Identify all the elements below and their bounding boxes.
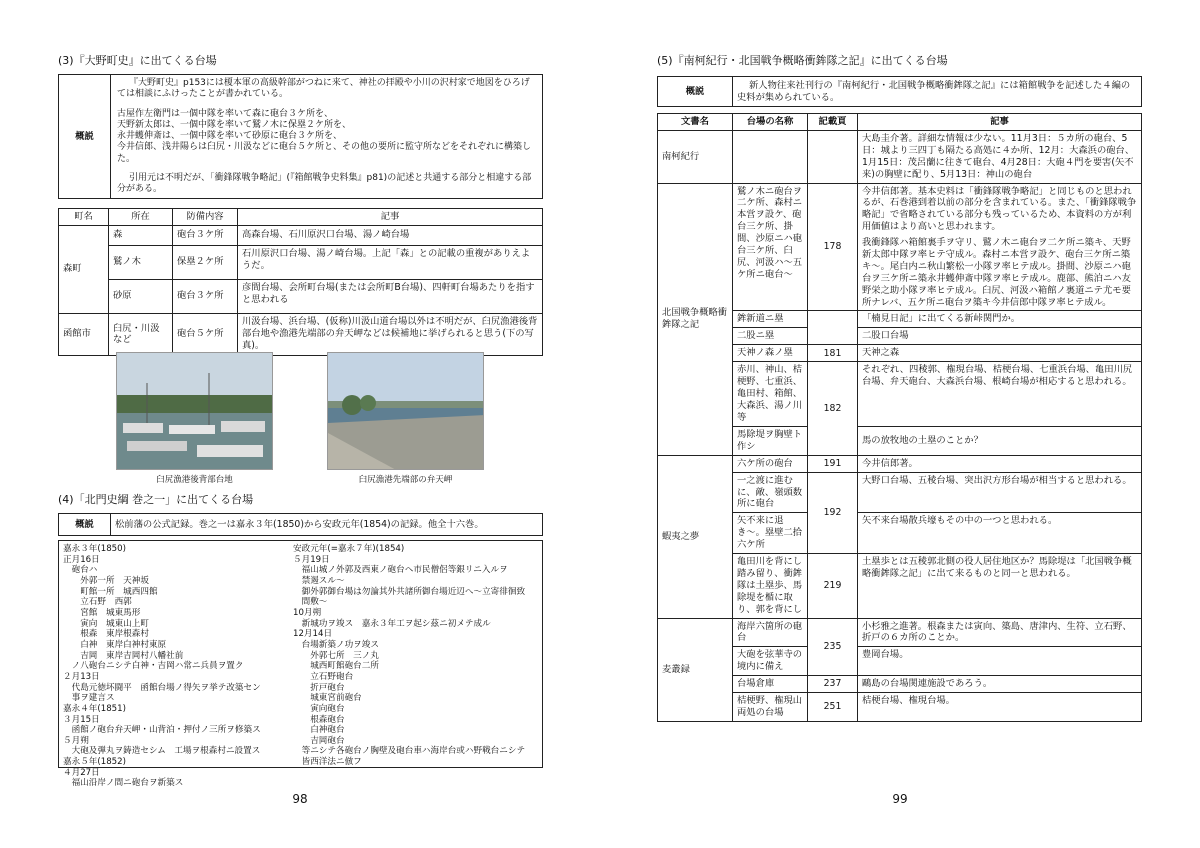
town-cell: 函館市: [59, 313, 109, 355]
note-cell: 川汲台場、浜台場、(仮称)川汲山道台場以外は不明だが、臼尻漁港後背部台地や漁港先端部の弁天岬などは候補地に挙げられると思う(下の写真)。: [238, 313, 543, 355]
chronicle-line: 代島元徳坏闘平 函館台場ノ得矢ヲ挙テ改築セン: [63, 682, 261, 693]
overview-text: 新人物往来社刊行の『南柯紀行・北国戦争概略衝鉾隊之記』には箱館戦争を記述した４編の史料が集められている。: [733, 77, 1142, 107]
overview-text: 松前藩の公式記録。巻之一は嘉永３年(1850)から安政元年(1854)の記録。他全十六巻。: [111, 514, 543, 536]
location-cell: 鷲ノ木: [109, 245, 173, 279]
fort-name-cell: 鷲ノ木ニ砲台ヲ二ケ所、森村ニ本営ヲ設ケ、砲台三ケ所、掛間、沙原ニハ砲台三ケ所、臼尻、河汲ハ〜五ケ所ニ砲台〜: [733, 183, 808, 311]
chronicle-line: 吉岡砲台: [293, 735, 345, 746]
table-row: [658, 131, 1142, 184]
note-cell: 豊岡台場。: [858, 647, 1142, 676]
table-row: [59, 245, 543, 279]
note-cell: 今井信郎著。: [858, 455, 1142, 472]
chronicle-line: 皆西洋法ニ倣フ: [293, 757, 362, 768]
chronicle-line: 安政元年(=嘉永７年)(1854): [293, 544, 405, 554]
fort-name-cell: 一之渡に進むに、敵、嶺頭数所に砲台: [733, 472, 808, 513]
chronicle-line: ４月27日: [63, 767, 100, 778]
chronicle-line: 間敷〜: [293, 597, 328, 608]
note-paragraph: 我衝鋒隊ハ箱館裏手ヲ守リ、鷲ノ木ニ砲台ヲ二ケ所ニ築キ、天野新太郎中隊ヲ率ヒテ守成ル。森村ニ本営ヲ設ケ、砲台三ケ所ニ築キ〜。尾白内ニ秋山繁松一小隊ヲ率ヒテ成ル。掛間、沙原ニハ砲台ヲ三ケ所ニ築永井蠖伸斎中隊ヲ率ヒテ成ル。鹿部、熊泊ニハ友野栄之助小隊ヲ率ヒテ成ル。臼尻、河汲ハ箱館ノ裏道ニテ尤モ要所ナレバ、五ケ所ニ砲台ヲ築キ今井信郎中隊ヲ率ヒテ成ル。: [862, 237, 1131, 308]
chronicle-line: 新城功ヲ竣ス 嘉永３年工ヲ起シ茲ニ初メテ成ル: [293, 618, 491, 629]
note-cell: 「楠見日記」に出てくる新峠関門か。: [858, 311, 1142, 328]
photo-2-caption: 臼尻漁港先端部の弁天岬: [358, 475, 453, 485]
defense-cell: 砲台５ケ所: [173, 313, 238, 355]
page-cell: 219: [808, 554, 858, 618]
chronicle-line: 根森 東岸根森村: [63, 629, 149, 640]
overview-paragraph-3: 引用元は不明だが、「衝鋒隊戦争略記」(『箱館戦争史料集』p81)の記述と共通する部分と相違する部分がある。: [117, 172, 532, 194]
document-cell: 北国戦争概略衝鉾隊之記: [658, 183, 733, 455]
chronicle-line: ５月朔: [63, 735, 89, 746]
document-cell: 麦叢録: [658, 618, 733, 721]
page-cell: [808, 311, 858, 345]
section-3-title: (3)『大野町史』に出てくる台場: [58, 54, 217, 67]
overview-label: 概説: [59, 75, 111, 199]
chronicle-line: 寅向砲台: [293, 703, 345, 714]
note-cell: 石川原沢口台場、湯ノ崎台場。上記「森」との記載の重複がありえようだ。: [238, 245, 543, 279]
defense-cell: 砲台３ケ所: [173, 279, 238, 313]
page-number-right: 99: [892, 792, 908, 806]
chronicle-line: 白神 東岸白神村東原: [63, 639, 167, 650]
header-location: 所在: [109, 209, 173, 226]
document-cell: 蝦夷之夢: [658, 455, 733, 618]
overview-paragraph-2: 古屋作左衛門は一個中隊を率いて森に砲台３ケ所を、 天野新太郎は、一個中隊を率いて鷲ノ木に保塁２ケ所を、 永井蠖伸斎は、一個中隊を率いて砂原に砲台３ケ所を、 今井信郎、浅井陽らは臼尻・川汲などに砲台５ケ所と、その他の要所に監守所などをそれぞれに構築した。: [117, 108, 532, 164]
defense-cell: 保塁２ケ所: [173, 245, 238, 279]
chronicle-line: 嘉永５年(1852): [63, 757, 126, 768]
page-cell: 237: [808, 676, 858, 693]
fort-name-cell: 赤川、神山、桔梗野、七重浜、亀田村、箱館、大森浜、湯ノ川等: [733, 362, 808, 426]
chronicle-line: 福山沿岸ノ間ニ砲台ヲ新築ス: [63, 778, 184, 789]
chronicle-line: 等ニシテ各砲台ノ胸壁及砲台車ハ海岸台或ハ野戦台ニシテ: [293, 746, 526, 757]
chronicle-line: 事ヲ建言ス: [63, 693, 115, 704]
location-cell: 砂原: [109, 279, 173, 313]
harbor-photo-1-image: [117, 353, 273, 470]
header-document: 文書名: [658, 114, 733, 131]
section-5-overview-table: [657, 76, 1142, 107]
note-cell: 鷗島の台場関連施設であろう。: [858, 676, 1142, 693]
note-cell: それぞれ、四稜郭、権現台場、桔梗台場、七重浜台場、亀田川尻台場、弁天砲台、大森浜台場、根崎台場が相応すると思われる。: [858, 362, 1142, 426]
chronicle-line: ５月19日: [293, 554, 330, 565]
page-cell: [808, 131, 858, 184]
fort-name-cell: 馬除堤ヲ胸壁ト作シ: [733, 426, 808, 455]
chronicle-line: 禁遏スル〜: [293, 575, 345, 586]
chronicle-line: 12月14日: [293, 629, 333, 640]
page-cell: 178: [808, 183, 858, 311]
chronicle-line: ノ八砲台ニシテ白神・吉岡ハ常ニ兵員ヲ置ク: [63, 661, 244, 672]
fort-name-cell: 二股ニ塁: [733, 328, 808, 345]
page-cell: 182: [808, 362, 858, 455]
table-row: [59, 313, 543, 355]
fort-name-cell: 亀田川を背にし踏み留り、衝鉾隊は土塁歩、馬除堤を楯に取り、郭を背にし: [733, 554, 808, 618]
hokumon-shiko-box: [58, 540, 543, 789]
table-row: [658, 618, 1142, 647]
page-cell: 191: [808, 455, 858, 472]
fort-name-cell: 台場倉庫: [733, 676, 808, 693]
header-defense: 防備内容: [173, 209, 238, 226]
fort-name-cell: 桔梗野、権現山両処の台場: [733, 693, 808, 722]
page-cell: 235: [808, 618, 858, 676]
header-note: 記事: [238, 209, 543, 226]
photo-1-caption: 臼尻漁港後背部台地: [156, 475, 233, 485]
page-cell: 192: [808, 472, 858, 553]
section-4-title: (4)「北門史綱 巻之一」に出てくる台場: [58, 493, 254, 506]
chronicle-line: 城東宮前砲台: [293, 693, 362, 704]
note-cell: 馬の放牧地の土塁のことか？: [858, 426, 1142, 455]
table-row: [658, 183, 1142, 311]
chronicle-line: 御外郭御台場は勿論其外共諸所御台場近辺へ〜立寄徘徊致: [293, 586, 526, 597]
fort-name-cell: 六ケ所の砲台: [733, 455, 808, 472]
chronicle-line: ２月13日: [63, 671, 100, 682]
chronicle-line: 白神砲台: [293, 725, 345, 736]
table-row: [59, 279, 543, 313]
chronicle-line: 砲台ハ: [63, 565, 98, 576]
note-cell: 矢不来台場散兵壕もその中の一つと思われる。: [858, 513, 1142, 554]
chronicle-line: 折戸砲台: [293, 682, 345, 693]
fort-name-cell: [733, 131, 808, 184]
fort-name-cell: 天神ノ森ノ塁: [733, 345, 808, 362]
section-3-overview-table: [58, 74, 543, 199]
document-cell: 南柯紀行: [658, 131, 733, 184]
town-cell: 森町: [59, 225, 109, 313]
chronicle-line: 正月16日: [63, 554, 100, 565]
note-cell: 小杉雅之進著。根森または寅向、築島、唐津内、生符、立石野、折戸の６カ所のことか。: [858, 618, 1142, 647]
chronicle-line: 宮館 城東馬形: [63, 607, 141, 618]
section-5-source-table: [657, 113, 1142, 722]
overview-text: [111, 75, 543, 199]
header-note: 記事: [858, 114, 1142, 131]
note-cell: 二股口台場: [858, 328, 1142, 345]
chronicle-line: 外郭七所 三ノ丸: [293, 650, 379, 661]
location-cell: 臼尻・川汲など: [109, 313, 173, 355]
note-cell: 大島圭介著。詳細な情報は少ない。11月3日：５カ所の砲台、5日：城より三四丁も隔たる高処に４か所、12月：大森浜の砲台、1月15日：茂呂蘭に往きて砲台、4月28日：大砲４門を要害(矢不来)の胸壁に配り、5月13日：神山の砲台: [858, 131, 1142, 184]
note-cell: 高森台場、石川原沢口台場、湯ノ崎台場: [238, 225, 543, 245]
table-row: [59, 225, 543, 245]
chronicle-line: 10月朔: [293, 607, 322, 618]
chronicle-line: 立石野 西郭: [63, 597, 132, 608]
chronicle-line: 外郭一所 天神坂: [63, 575, 149, 586]
page-cell: 251: [808, 693, 858, 722]
note-paragraph: 今井信郎著。基本史料は「衝鋒隊戦争略記」と同じものと思われるが、石巻港到着以前の部分を含まれている。また、「衝鋒隊戦争略記」で省略されている部分も残っているため、本資料の方が利用価値はより高いと思われます。: [862, 185, 1137, 233]
fort-name-cell: 海岸六箇所の砲台: [733, 618, 808, 647]
page-cell: 181: [808, 345, 858, 362]
chronicle-line: 吉岡 東岸吉岡村八幡社前: [63, 650, 184, 661]
fort-name-cell: 鉾新道ニ塁: [733, 311, 808, 328]
chronicle-line: 根森砲台: [293, 714, 345, 725]
hokumon-column-2: [289, 541, 542, 771]
note-cell: [858, 183, 1142, 311]
note-cell: 天神之森: [858, 345, 1142, 362]
fort-name-cell: 矢不来に退き〜。塁壁二拾六ケ所: [733, 513, 808, 554]
chronicle-line: 台場新築ノ功ヲ竣ス: [293, 639, 379, 650]
chronicle-line: 町館一所 城西四館: [63, 586, 158, 597]
overview-paragraph-1: 『大野町史』p153には榎本軍の高級幹部がつねに来て、神社の拝殿や小川の沢村家で地図をひろげては相談にふけったことが書かれている。: [117, 78, 530, 100]
note-cell: 彦間台場、会所町台場(または会所町B台場)、四軒町台場あたりを指すと思われる: [238, 279, 543, 313]
section-4-overview-table: [58, 513, 543, 536]
section-3-fort-table: [58, 208, 543, 356]
chronicle-line: ３月15日: [63, 714, 100, 725]
chronicle-line: 立石野砲台: [293, 671, 354, 682]
table-row: [658, 455, 1142, 472]
hokumon-column-1: [59, 541, 287, 792]
header-page: 記載頁: [808, 114, 858, 131]
defense-cell: 砲台３ケ所: [173, 225, 238, 245]
location-cell: 森: [109, 225, 173, 245]
fort-name-cell: 大砲を弦華寺の境内に備え: [733, 647, 808, 676]
page-number-left: 98: [292, 792, 308, 806]
right-page: [600, 0, 1200, 848]
header-town: 町名: [59, 209, 109, 226]
overview-label: 概説: [658, 77, 733, 107]
chronicle-line: 寅向 城東山上町: [63, 618, 149, 629]
harbor-photo-2-image: [328, 353, 484, 470]
harbor-photo-1: [116, 352, 273, 470]
note-cell: 土塁歩とは五稜郭北側の役人居住地区か？馬除堤は「北国戦争概略衝鉾隊之記」に出て来るものと同一と思われる。: [858, 554, 1142, 618]
header-fort-name: 台場の名称: [733, 114, 808, 131]
chronicle-line: 福山城ノ外郭及西東ノ砲台ヘ市民僧侶等銀リニ入ルヲ: [293, 565, 508, 576]
overview-label: 概説: [59, 514, 111, 536]
chronicle-line: 函館ノ砲台弁天岬・山背泊・押付ノ三所ヲ修築ス: [63, 725, 261, 736]
chronicle-line: 嘉永３年(1850): [63, 544, 126, 554]
note-cell: 桔梗台場、権現台場。: [858, 693, 1142, 722]
note-cell: 大野口台場、五稜台場、突出沢方形台場が相当すると思われる。: [858, 472, 1142, 513]
chronicle-line: 城西町館砲台二所: [293, 661, 379, 672]
chronicle-line: 大砲及弾丸ヲ鋳造セシム 工場ヲ根森村ニ設置ス: [63, 746, 261, 757]
harbor-photo-2: [327, 352, 484, 470]
section-5-title: (5)『南柯紀行・北国戦争概略衝鉾隊之記』に出てくる台場: [657, 54, 948, 67]
chronicle-line: 嘉永４年(1851): [63, 703, 126, 714]
